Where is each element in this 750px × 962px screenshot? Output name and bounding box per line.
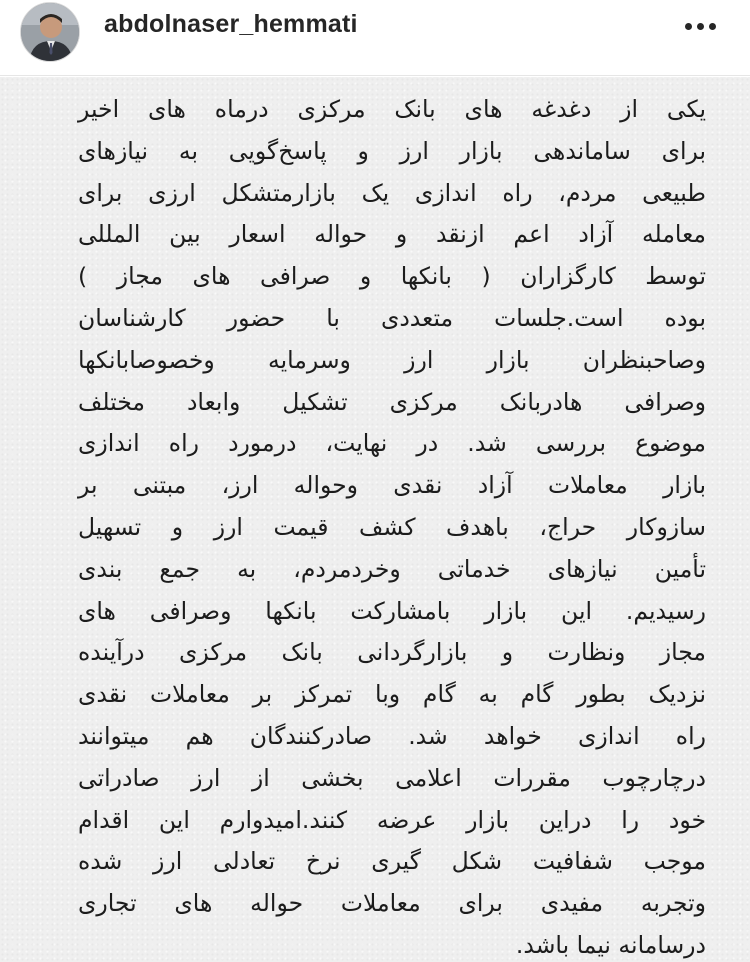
text-line: معامله آزاد اعم ازنقد و حواله اسعار بین المللی	[78, 220, 706, 249]
text-line: راه اندازی خواهد شد. صادرکنندگان هم میتوانند	[78, 721, 706, 750]
username[interactable]: abdolnaser_hemmati	[104, 10, 358, 38]
text-line: بازار معاملات آزاد نقدی وحواله ارز، مبتنی بر	[78, 471, 706, 500]
text-line: برای ساماندهی بازار ارز و پاسخ‌گویی به نیازهای	[78, 136, 706, 165]
text-line: سازوکار حراج، باهدف کشف قیمت ارز و تسهیل	[78, 512, 706, 541]
avatar[interactable]	[20, 2, 80, 62]
text-line: تأمین نیازهای خدماتی وخردمردم، به جمع بندی	[78, 554, 706, 583]
text-line: مجاز ونظارت و بازارگردانی بانک مرکزی درآینده	[78, 638, 706, 667]
text-line: موجب شفافیت شکل گیری نرخ تعادلی ارز شده	[78, 847, 706, 876]
text-line: رسیدیم. این بازار بامشارکت بانکها وصرافی های	[78, 596, 706, 625]
more-horizontal-icon	[709, 23, 716, 30]
post-image[interactable]	[0, 77, 750, 962]
more-horizontal-icon	[697, 23, 704, 30]
post-header	[0, 0, 750, 76]
more-horizontal-icon	[685, 23, 692, 30]
more-options-button[interactable]	[678, 14, 722, 38]
text-line: نزدیک بطور گام به گام وبا تمرکز بر معاملات نقدی	[78, 680, 706, 709]
text-line: درچارچوب مقررات اعلامی بخشی از ارز صادراتی	[78, 763, 706, 792]
text-line: وتجربه مفیدی برای معاملات حواله های تجاری	[78, 889, 706, 918]
text-line: موضوع بررسی شد. در نهایت، درمورد راه اندازی	[78, 429, 706, 458]
text-line: بوده است.جلسات متعددی با حضور کارشناسان	[78, 303, 706, 332]
post-text	[78, 89, 706, 962]
text-line: درسامانه نیما باشد.	[515, 930, 706, 959]
text-line: طبیعی مردم، راه اندازی یک بازارمتشکل ارزی برای	[78, 178, 706, 207]
text-line: توسط کارگزاران ( بانکها و صرافی های مجاز )	[78, 262, 706, 291]
text-line: وصاحبنظران بازار ارز وسرمایه وخصوصابانکها	[78, 345, 706, 374]
profile-photo-icon	[21, 3, 80, 62]
text-line: یکی از دغدغه های بانک مرکزی درماه های اخیر	[78, 95, 706, 123]
text-line: خود را دراین بازار عرضه کنند.امیدوارم این اقدام	[78, 805, 706, 834]
text-line: وصرافی هادربانک مرکزی تشکیل وابعاد مختلف	[78, 387, 706, 416]
